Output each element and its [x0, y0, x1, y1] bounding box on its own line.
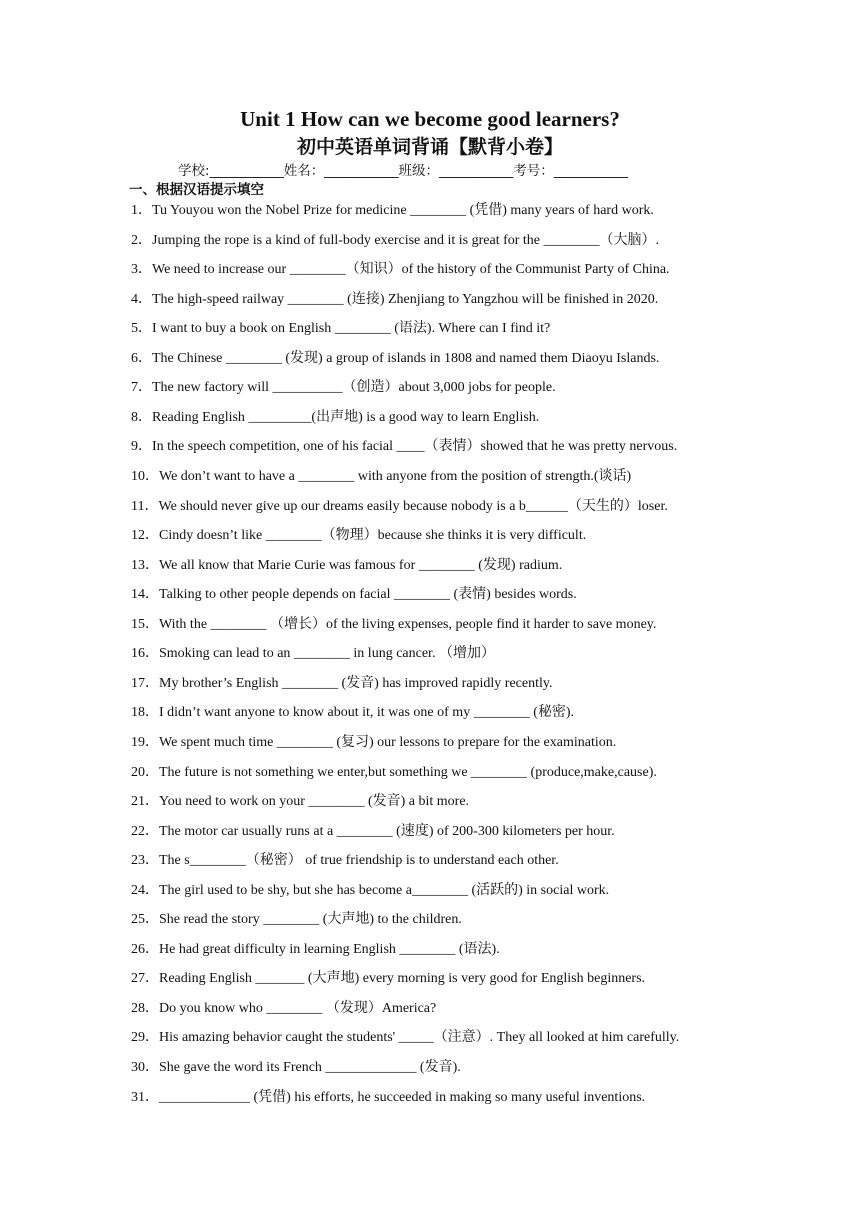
question-item	[131, 613, 656, 637]
question-number: 3．	[131, 262, 152, 278]
question-number: 13．	[131, 557, 159, 573]
section-heading: 一、根据汉语提示填空	[129, 182, 264, 198]
question-number: 29．	[131, 1030, 159, 1046]
question-text: We spent much time ________ (复习) our lessons to prepare for the examination.	[159, 734, 617, 750]
question-item	[131, 790, 469, 814]
page-title: Unit 1 How can we become good learners?	[240, 107, 620, 131]
question-number: 23．	[131, 853, 159, 869]
question-item	[131, 495, 668, 519]
question-text: Tu Youyou won the Nobel Prize for medicine ________ (凭借) many years of hard work.	[152, 203, 654, 218]
question-item	[131, 376, 556, 400]
question-text: I didn’t want anyone to know about it, it was one of my ________ (秘密).	[159, 705, 575, 721]
question-text: Reading English _______ (大声地) every morning is very good for English beginners.	[159, 971, 646, 987]
question-item	[131, 820, 615, 844]
question-item	[131, 1086, 645, 1110]
question-text: Reading English _________(出声地) is a good way to learn English.	[152, 409, 540, 425]
question-text: We all know that Marie Curie was famous for ________ (发现) radium.	[159, 557, 563, 573]
question-number: 17．	[131, 675, 159, 691]
question-text: Jumping the rope is a kind of full-body exercise and it is great for the ________（大脑）.	[152, 232, 660, 248]
question-text: With the ________ （增长）of the living expenses, people find it harder to save money.	[159, 616, 657, 632]
question-number: 25．	[131, 912, 159, 928]
question-item	[131, 642, 495, 666]
question-number: 9．	[131, 439, 152, 455]
question-item	[131, 288, 658, 312]
question-text: We should never give up our dreams easily because nobody is a b______（天生的）loser.	[158, 498, 668, 514]
question-text: Smoking can lead to an ________ in lung cancer. （增加）	[159, 646, 495, 662]
question-number: 16．	[131, 646, 159, 662]
question-text: In the speech competition, one of his facial ____（表情）showed that he was pretty nervous.	[152, 439, 678, 455]
question-number: 15．	[131, 616, 159, 632]
question-text: The Chinese ________ (发现) a group of islands in 1808 and named them Diaoyu Islands.	[152, 350, 660, 366]
question-number: 19．	[131, 734, 159, 750]
question-text: She gave the word its French _____________ (发音).	[159, 1060, 461, 1075]
question-item	[131, 435, 677, 459]
question-text: The girl used to be shy, but she has become a________ (活跃的) in social work.	[159, 882, 610, 898]
question-item	[131, 938, 500, 962]
question-item	[131, 406, 539, 430]
question-text: I want to buy a book on English ________ (语法). Where can I find it?	[152, 321, 551, 337]
student-info-line: 学校:___________姓名：___________班级：___________考号：___________	[178, 163, 629, 179]
question-number: 31．	[131, 1089, 159, 1105]
page-subtitle: 初中英语单词背诵【默背小卷】	[296, 136, 563, 158]
question-number: 22．	[131, 823, 159, 839]
question-number: 28．	[131, 1000, 159, 1016]
question-item	[131, 199, 654, 223]
question-number: 20．	[131, 764, 159, 780]
question-text: She read the story ________ (大声地) to the children.	[159, 912, 462, 928]
question-text: The new factory will __________（创造）about 3,000 jobs for people.	[152, 380, 556, 396]
question-item	[131, 849, 559, 873]
question-number: 2．	[131, 232, 152, 248]
question-text: Cindy doesn’t like ________（物理）because she thinks it is very difficult.	[159, 528, 587, 544]
question-item	[131, 701, 574, 725]
question-text: Talking to other people depends on facial ________ (表情) besides words.	[159, 587, 577, 603]
question-item	[131, 258, 670, 282]
question-number: 10．	[131, 468, 159, 484]
question-item	[131, 347, 659, 371]
question-text: The s________（秘密） of true friendship is to understand each other.	[159, 853, 559, 869]
question-number: 11．	[131, 498, 159, 514]
question-number: 14．	[131, 587, 159, 603]
question-text: His amazing behavior caught the students' _____（注意）. They all looked at him carefully.	[159, 1030, 680, 1046]
question-number: 27．	[131, 971, 159, 987]
question-number: 26．	[131, 941, 159, 957]
question-number: 4．	[131, 291, 152, 307]
question-item	[131, 672, 552, 696]
question-number: 6．	[131, 350, 152, 366]
question-number: 1．	[131, 203, 152, 218]
question-text: You need to work on your ________ (发音) a bit more.	[159, 794, 470, 809]
question-text: _____________ (凭借) his efforts, he succeeded in making so many useful inventions.	[159, 1089, 646, 1105]
question-item	[131, 583, 577, 607]
question-number: 5．	[131, 321, 152, 337]
question-text: The future is not something we enter,but something we ________ (produce,make,cause).	[159, 764, 657, 780]
question-text: The motor car usually runs at a ________ (速度) of 200-300 kilometers per hour.	[159, 823, 615, 839]
question-item	[131, 554, 562, 578]
question-item	[131, 879, 609, 903]
question-text: My brother’s English ________ (发音) has improved rapidly recently.	[159, 675, 553, 691]
question-item	[131, 997, 436, 1021]
question-number: 12．	[131, 528, 159, 544]
question-item	[131, 465, 631, 489]
question-number: 21．	[131, 794, 159, 809]
question-item	[131, 1026, 679, 1050]
question-number: 7．	[131, 380, 152, 396]
question-text: We need to increase our ________（知识）of the history of the Communist Party of China.	[152, 262, 670, 278]
question-number: 24．	[131, 882, 159, 898]
question-item	[131, 908, 462, 932]
question-item	[131, 229, 659, 253]
question-number: 8．	[131, 409, 152, 425]
question-item	[131, 524, 586, 548]
question-item	[131, 317, 550, 341]
question-text: We don’t want to have a ________ with anyone from the position of strength.(谈话)	[159, 468, 632, 484]
question-item	[131, 731, 616, 755]
question-number: 30．	[131, 1060, 159, 1075]
question-item	[131, 967, 645, 991]
question-text: The high-speed railway ________ (连接) Zhenjiang to Yangzhou will be finished in 2020.	[152, 291, 659, 307]
question-number: 18．	[131, 705, 159, 721]
question-text: He had great difficulty in learning English ________ (语法).	[159, 941, 500, 957]
question-item	[131, 761, 657, 785]
question-item	[131, 1056, 461, 1080]
question-text: Do you know who ________ （发现）America?	[159, 1000, 437, 1016]
